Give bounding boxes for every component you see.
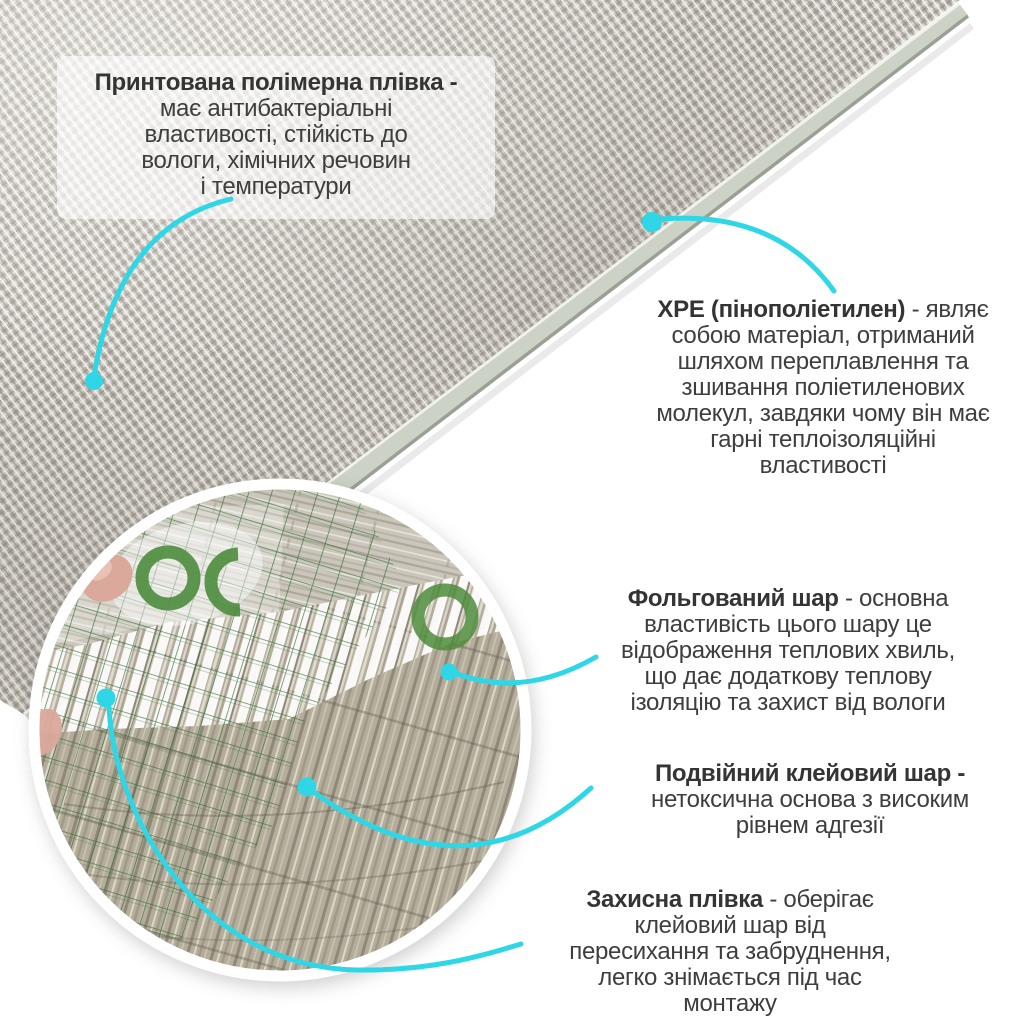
annotation-line: зшивання поліетиленових (681, 374, 965, 401)
annotation-line: Фольгований шар - основна (627, 585, 949, 612)
annotation-line: має антибактеріальні (159, 95, 393, 122)
layers-closeup-inset (24, 474, 536, 986)
annotation-line: Принтована полімерна плівка - (94, 69, 458, 96)
annotation-line: Захисна плівка - оберігає (586, 886, 874, 913)
annotation-line: властивості, стійкість до (144, 121, 408, 148)
annotation-line: що дає додаткову теплову (644, 663, 932, 690)
annotation-protective-film (500, 887, 960, 1017)
annotation-foil-layer (558, 586, 1018, 716)
annotation-line: рівнем адгезії (735, 812, 885, 839)
annotation-line: клейовий шар від (634, 912, 826, 939)
annotation-line: властивість цього шару це (644, 611, 932, 638)
annotation-line: вологи, хімічних речовин (141, 147, 411, 174)
annotation-line: XPE (пінополіетилен) - являє (657, 296, 989, 323)
annotation-adhesive-layer (580, 761, 1024, 839)
annotation-line: молекул, завдяки чому він має (656, 400, 990, 427)
annotation-line: властивості (759, 452, 887, 479)
annotation-line: пересихання та забруднення, (569, 938, 891, 965)
annotation-line: гарні теплоізоляційні (710, 426, 936, 453)
annotation-line: нетоксична основа з високим (650, 786, 970, 813)
annotation-line: і температури (200, 173, 352, 200)
annotation-printed-film (57, 70, 495, 200)
annotation-line: Подвійний клейовий шар - (654, 760, 966, 787)
annotation-line: шляхом переплавлення та (677, 348, 969, 375)
annotation-line: собою матеріал, отриманий (671, 322, 975, 349)
annotation-line: ізоляцію та захист від вологи (630, 689, 946, 716)
annotation-xpe-foam (593, 297, 1024, 479)
annotation-line: відображення теплових хвиль, (621, 637, 955, 664)
annotation-line: легко знімається під час (598, 964, 862, 991)
annotation-line: монтажу (683, 990, 777, 1017)
